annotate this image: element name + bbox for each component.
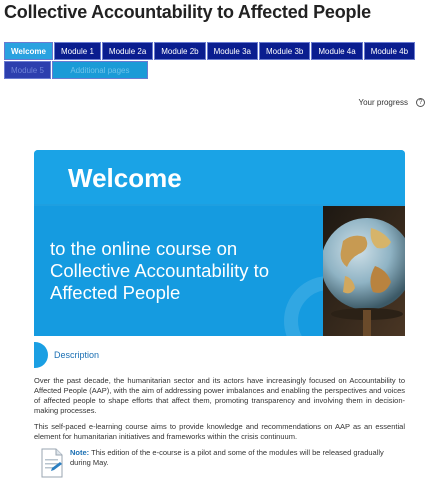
banner-subtitle-panel	[34, 206, 323, 336]
tab-module-4b[interactable]: Module 4b	[364, 42, 415, 60]
description-marker	[34, 342, 48, 368]
tab-module-3b[interactable]: Module 3b	[259, 42, 310, 60]
tab-module-3a[interactable]: Module 3a	[207, 42, 258, 60]
description-paragraph-2: This self-paced e-learning course aims to provide knowledge and recommendations on AAP as an essential element for humanitarian initiatives and frameworks within the crisis continuum.	[34, 422, 405, 441]
progress-indicator	[358, 98, 425, 107]
progress-label: Your progress	[358, 98, 408, 107]
tab-welcome[interactable]: Welcome	[4, 42, 53, 60]
tab-module-4a[interactable]: Module 4a	[311, 42, 362, 60]
description-label: Description	[54, 350, 100, 360]
note-label: Note:	[70, 448, 90, 457]
help-icon[interactable]: ?	[416, 98, 425, 107]
tab-additional-pages[interactable]: Additional pages	[52, 61, 148, 79]
tab-module-2b[interactable]: Module 2b	[154, 42, 205, 60]
module-tabs	[4, 42, 440, 79]
document-icon	[40, 448, 64, 478]
note-text	[70, 448, 400, 468]
note-box	[40, 446, 400, 482]
banner-subtitle: to the online course on Collective Accountability to Affected People	[50, 238, 270, 303]
globe-image	[323, 206, 405, 336]
tab-module-5[interactable]: Module 5	[4, 61, 51, 79]
welcome-banner	[34, 150, 405, 336]
banner-header	[34, 150, 405, 204]
note-body: This edition of the e-course is a pilot and some of the modules will be released gradually during May.	[70, 448, 384, 467]
banner-heading: Welcome	[68, 163, 182, 193]
description-paragraph-1: Over the past decade, the humanitarian sector and its actors have increasingly focused on Accountability to Affected People (AAP), with the aim of addressing power imbalances and enabling the perspectives and voices of affected people to shape efforts that affect them, promoting transparency and involving them in decision-making processes.	[34, 376, 405, 415]
page-title: Collective Accountability to Affected People	[4, 2, 371, 22]
tab-module-1[interactable]: Module 1	[54, 42, 101, 60]
tab-module-2a[interactable]: Module 2a	[102, 42, 153, 60]
description-tab[interactable]	[34, 342, 99, 368]
